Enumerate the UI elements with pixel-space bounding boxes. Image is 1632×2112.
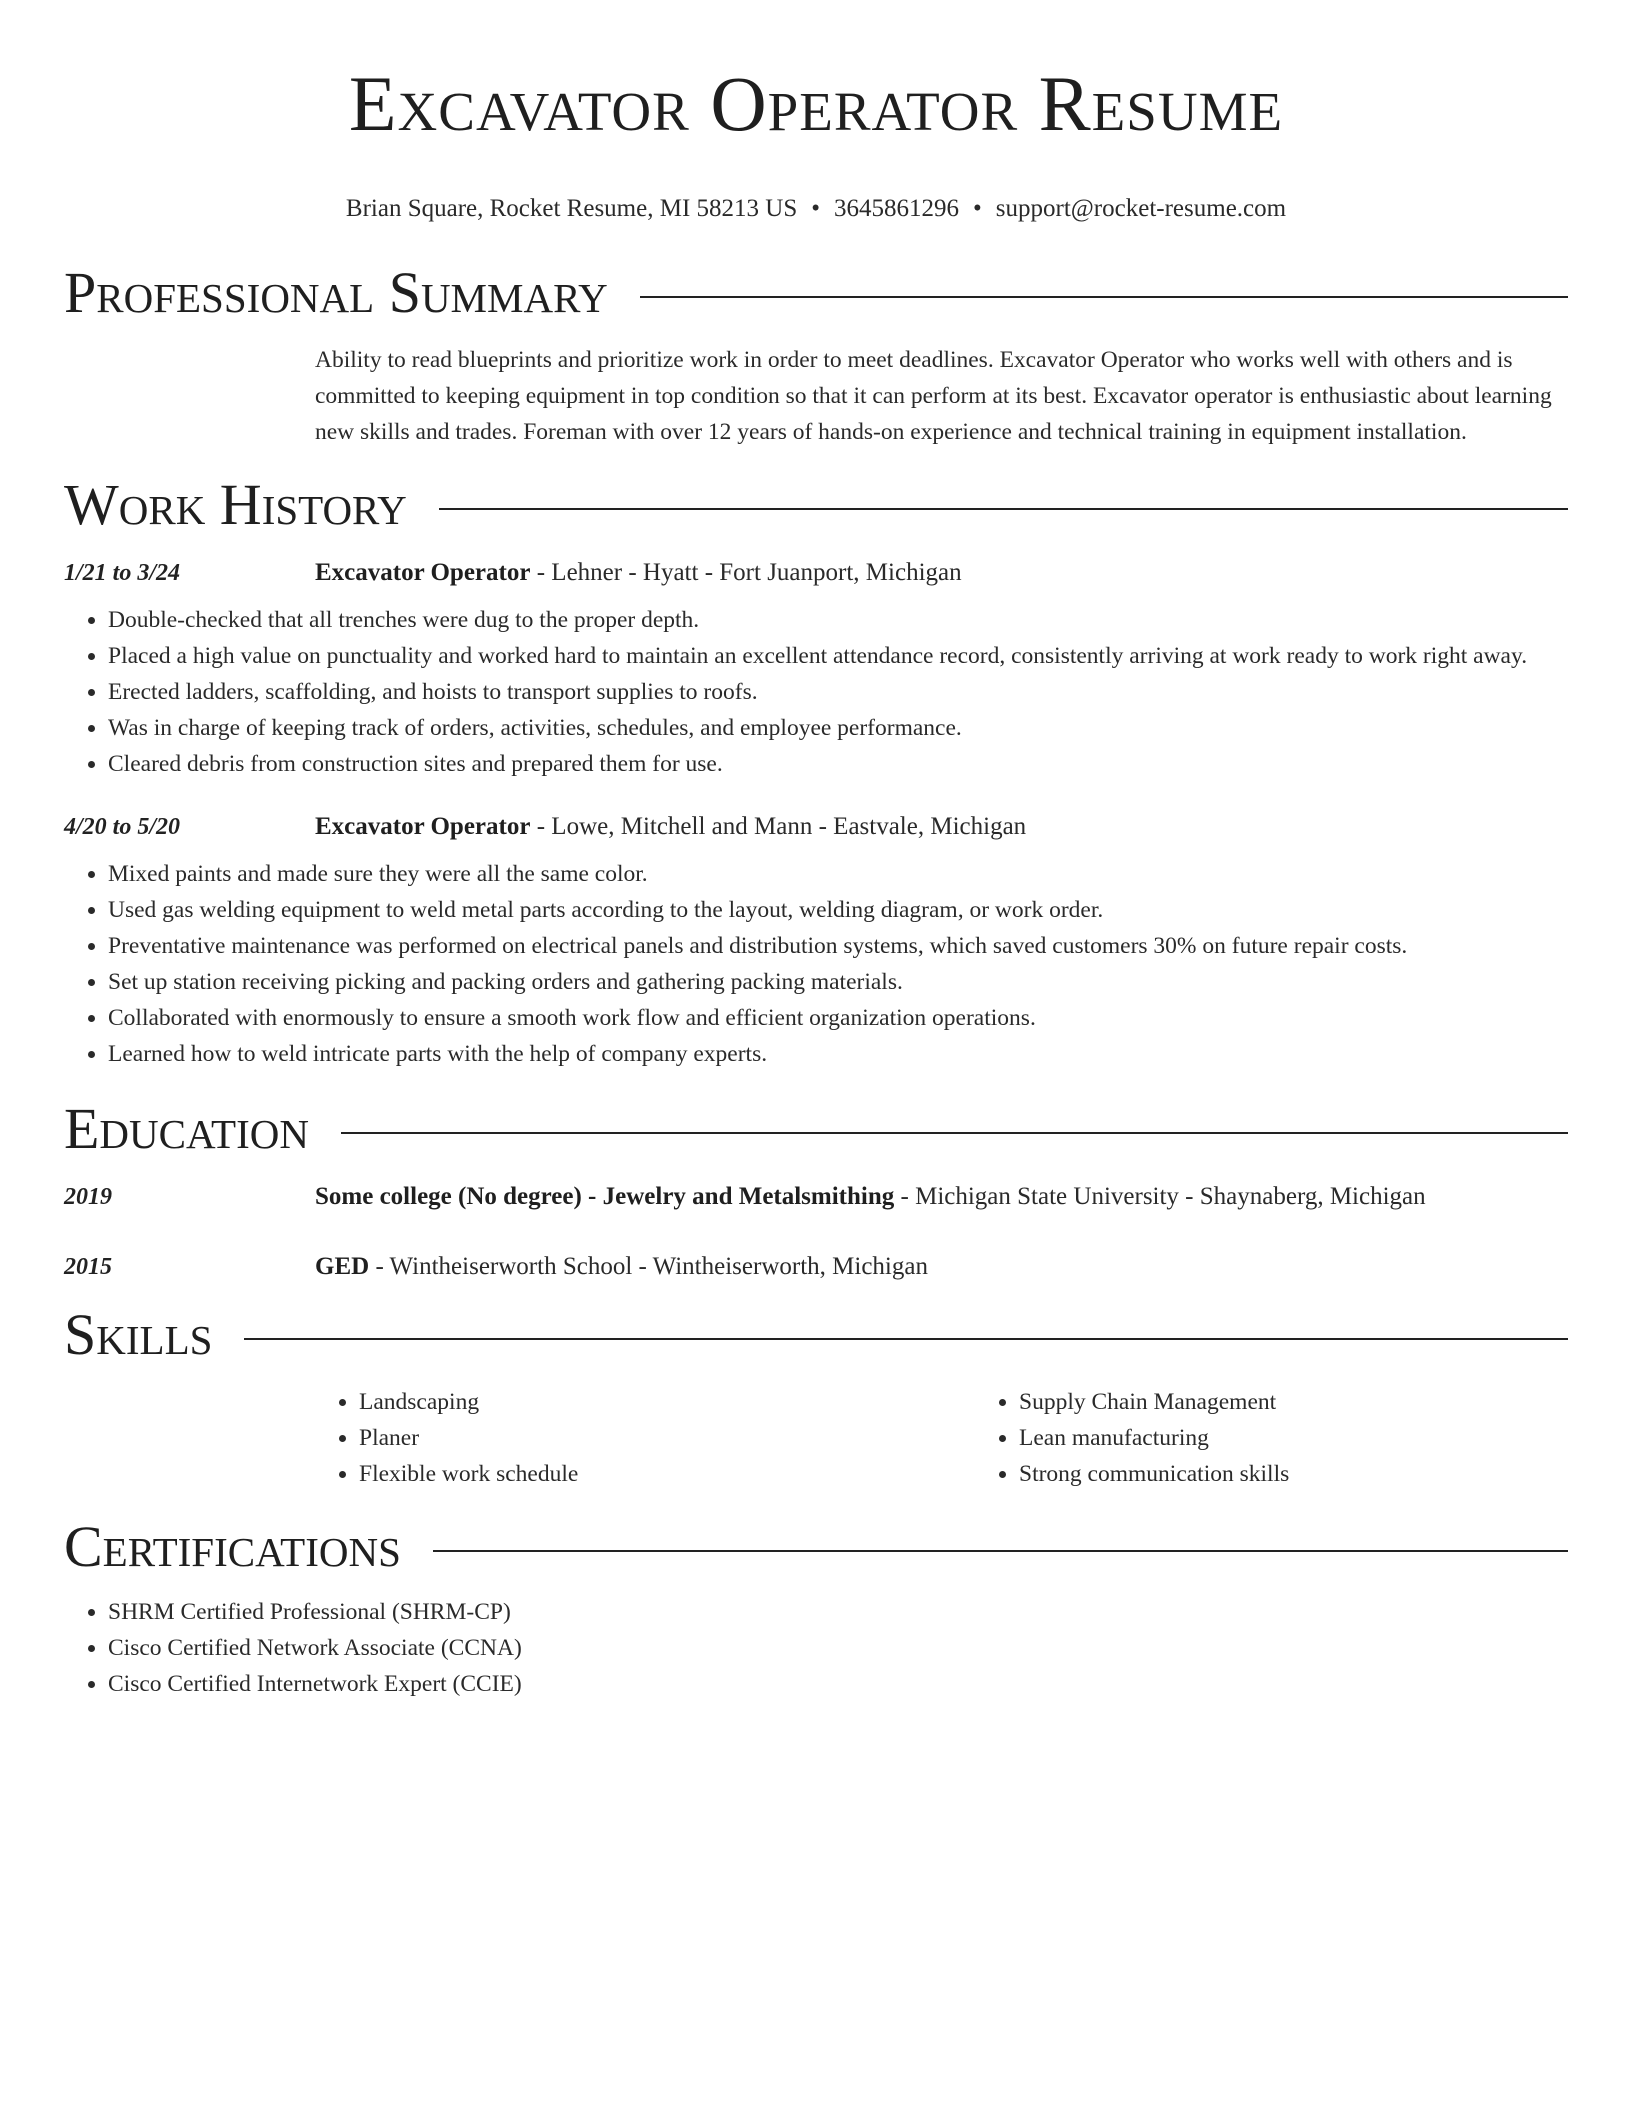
section-header-work-history — [64, 474, 1568, 536]
section-header-summary — [64, 262, 1568, 324]
list-item: • Used gas welding equipment to weld metal parts according to the layout, welding diagram, or work order. — [108, 892, 1568, 928]
certifications-list — [64, 1594, 1568, 1702]
summary-text: Ability to read blueprints and prioritize work in order to meet deadlines. Excavator Operator who works well with others and is committed to keeping equipment in top condition so that it can perform at its best. Excavator operator is enthusiastic about learning new skills and trades. Foreman with over 12 years of hands-on experience and technical training in equipment installation. — [315, 347, 1552, 445]
education-school: - Wintheiserworth School - Wintheiserworth, Michigan — [369, 1253, 928, 1280]
contact-email[interactable]: support@rocket-resume.com — [995, 195, 1287, 222]
skills-list-right — [975, 1384, 1632, 1492]
list-item: • Mixed paints and made sure they were all the same color. — [108, 856, 1568, 892]
contact-phone: 3645861296 — [834, 195, 960, 222]
skill-item: • Strong communication skills — [1019, 1456, 1632, 1492]
list-item: • Learned how to weld intricate parts with the help of company experts. — [108, 1036, 1568, 1072]
section-title-summary: Professional Summary — [64, 260, 608, 325]
education-entry — [64, 1182, 1568, 1212]
section-header-certifications — [64, 1516, 1568, 1578]
section-divider — [341, 1132, 1568, 1134]
work-role: Excavator Operator — [315, 813, 531, 840]
section-divider — [640, 296, 1568, 298]
work-role: Excavator Operator — [315, 559, 531, 586]
list-item: • Cleared debris from construction sites and prepared them for use. — [108, 746, 1568, 782]
work-entry-header — [64, 812, 1568, 842]
work-employer: - Lehner - Hyatt - Fort Juanport, Michigan — [530, 559, 962, 586]
skills-list-left — [315, 1384, 975, 1492]
certification-item: • SHRM Certified Professional (SHRM-CP) — [108, 1594, 1568, 1630]
list-item: • Placed a high value on punctuality and worked hard to maintain an excellent attendance record, consistently arriving at work ready to work right away. — [108, 638, 1568, 674]
contact-line — [64, 194, 1568, 224]
work-bullets — [64, 602, 1568, 782]
work-title — [315, 812, 1026, 842]
contact-address: Brian Square, Rocket Resume, MI 58213 US — [345, 195, 798, 222]
education-degree: Some college (No degree) - Jewelry and Metalsmithing — [315, 1183, 895, 1210]
list-item: • Preventative maintenance was performed on electrical panels and distribution systems, which saved customers 30% on future repair costs. — [108, 928, 1568, 964]
list-item: • Collaborated with enormously to ensure a smooth work flow and efficient organization operations. — [108, 1000, 1568, 1036]
certification-item: • Cisco Certified Network Associate (CCNA) — [108, 1630, 1568, 1666]
skill-item: • Lean manufacturing — [1019, 1420, 1632, 1456]
skill-item: • Planer — [359, 1420, 975, 1456]
work-employer: - Lowe, Mitchell and Mann - Eastvale, Michigan — [530, 813, 1027, 840]
work-dates: 4/20 to 5/20 — [64, 814, 181, 840]
section-title-certifications: Certifications — [64, 1514, 401, 1579]
education-school: - Michigan State University - Shaynaberg, Michigan — [894, 1183, 1426, 1210]
work-entry — [64, 812, 1568, 1072]
section-header-skills — [64, 1304, 1568, 1366]
section-divider — [439, 508, 1568, 510]
education-year: 2019 — [64, 1184, 112, 1210]
skills-grid — [315, 1384, 1568, 1492]
resume-title: Excavator Operator Resume — [348, 60, 1284, 147]
education-title — [315, 1252, 928, 1282]
skill-item: • Landscaping — [359, 1384, 975, 1420]
section-header-education — [64, 1098, 1568, 1160]
list-item: • Set up station receiving picking and packing orders and gathering packing materials. — [108, 964, 1568, 1000]
section-title-education: Education — [64, 1096, 309, 1161]
section-title-work-history: Work History — [64, 472, 407, 537]
education-year: 2015 — [64, 1254, 112, 1280]
education-entry — [64, 1252, 1568, 1282]
education-title — [315, 1182, 1426, 1212]
contact-separator: • — [973, 195, 982, 222]
section-divider — [244, 1338, 1568, 1340]
skill-item: • Flexible work schedule — [359, 1456, 975, 1492]
skill-item: • Supply Chain Management — [1019, 1384, 1632, 1420]
list-item: • Was in charge of keeping track of orders, activities, schedules, and employee performance. — [108, 710, 1568, 746]
work-title — [315, 558, 962, 588]
education-degree: GED — [315, 1253, 370, 1280]
section-title-skills: Skills — [64, 1302, 213, 1367]
list-item: • Erected ladders, scaffolding, and hoists to transport supplies to roofs. — [108, 674, 1568, 710]
list-item: • Double-checked that all trenches were dug to the proper depth. — [108, 602, 1568, 638]
contact-separator: • — [811, 195, 821, 222]
work-entry-header — [64, 558, 1568, 588]
section-divider — [433, 1550, 1568, 1552]
work-dates: 1/21 to 3/24 — [64, 560, 181, 586]
work-entry — [64, 558, 1568, 782]
work-bullets — [64, 856, 1568, 1072]
certification-item: • Cisco Certified Internetwork Expert (CCIE) — [108, 1666, 1568, 1702]
